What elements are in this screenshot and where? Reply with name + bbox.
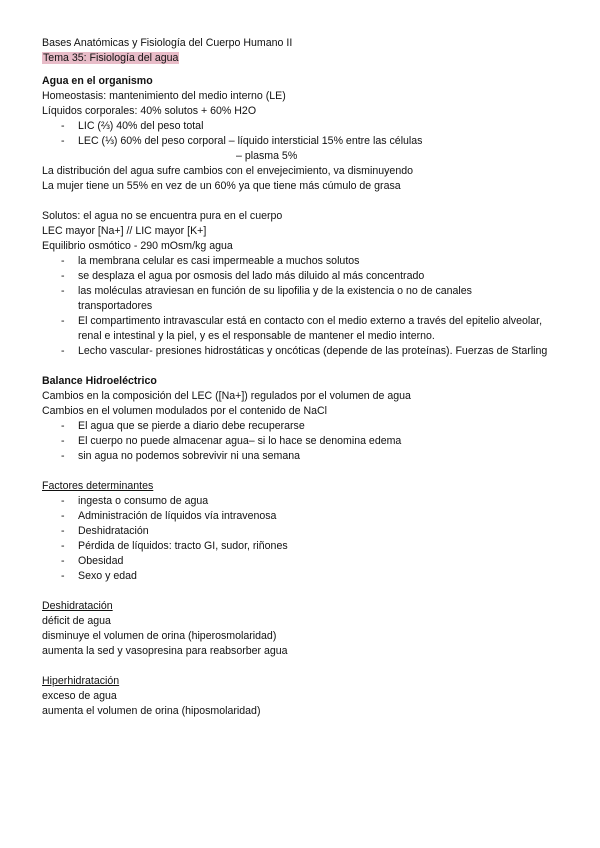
text-line: Líquidos corporales: 40% solutos + 60% H2O	[42, 105, 257, 117]
list-item: - El agua que se pierde a diario debe recuperarse	[61, 420, 305, 432]
list-item: - la membrana celular es casi impermeable a muchos solutos	[61, 255, 360, 267]
list-item: - Pérdida de líquidos: tracto GI, sudor, riñones	[61, 540, 288, 552]
text-line: aumenta la sed y vasopresina para reabsorber agua	[42, 645, 288, 657]
bullet: -	[61, 540, 65, 552]
text-line: LEC mayor [Na+] // LIC mayor [K+]	[42, 225, 207, 237]
bullet: -	[61, 570, 65, 582]
section-title: Deshidratación	[42, 600, 113, 612]
section-title: Factores determinantes	[42, 480, 154, 492]
text-line: disminuye el volumen de orina (hiperosmolaridad)	[42, 630, 277, 642]
list-item: - Sexo y edad	[61, 570, 137, 582]
bullet: -	[61, 255, 65, 267]
text-line: Equilibrio osmótico - 290 mOsm/kg agua	[42, 240, 233, 252]
section-title: Balance Hidroeléctrico	[42, 375, 157, 387]
list-item: - Administración de líquidos vía intravenosa	[61, 510, 277, 522]
list-item: - Obesidad	[61, 555, 124, 567]
section-title: Hiperhidratación	[42, 675, 120, 687]
list-item: - El cuerpo no puede almacenar agua– si lo hace se denomina edema	[61, 435, 402, 447]
bullet: -	[61, 450, 65, 462]
text-line: Cambios en la composición del LEC ([Na+]) regulados por el volumen de agua	[42, 390, 411, 402]
list-item: - sin agua no podemos sobrevivir ni una semana	[61, 450, 301, 462]
text-line: La mujer tiene un 55% en vez de un 60% ya que tiene más cúmulo de grasa	[42, 180, 401, 192]
bullet: -	[61, 270, 65, 282]
list-item: - se desplaza el agua por osmosis del lado más diluido al más concentrado	[61, 270, 425, 282]
document-page	[42, 36, 582, 719]
bullet: -	[61, 525, 65, 537]
list-item: - las moléculas atraviesan en función de su lipofilia y de la existencia o no de canales	[61, 285, 472, 297]
list-item-continuation: transportadores	[78, 300, 153, 312]
text-line: aumenta el volumen de orina (hiposmolaridad)	[42, 705, 261, 717]
list-item: - Deshidratación	[61, 525, 149, 537]
section-title: Agua en el organismo	[42, 75, 153, 87]
bullet: -	[61, 345, 65, 357]
bullet: -	[61, 285, 65, 297]
text-line: exceso de agua	[42, 690, 117, 702]
bullet: -	[61, 420, 65, 432]
course-title: Bases Anatómicas y Fisiología del Cuerpo Humano II	[42, 37, 293, 49]
list-item: - LEC (⅓) 60% del peso corporal – líquido intersticial 15% entre las células	[61, 135, 423, 147]
bullet: -	[61, 495, 65, 507]
text-line: La distribución del agua sufre cambios con el envejecimiento, va disminuyendo	[42, 165, 413, 177]
list-item: - LIC (⅔) 40% del peso total	[61, 120, 204, 132]
list-item-continuation: renal e intestinal y la piel, y es el responsable de mantener el medio interno.	[78, 330, 435, 342]
text-line: déficit de agua	[42, 615, 111, 627]
list-item: - Lecho vascular- presiones hidrostáticas y oncóticas (depende de las proteínas). Fuerzas de Starling	[61, 345, 548, 357]
list-item: - El compartimento intravascular está en contacto con el medio externo a través del epitelio alveolar,	[61, 315, 543, 327]
text-line: Solutos: el agua no se encuentra pura en el cuerpo	[42, 210, 283, 222]
bullet: -	[61, 510, 65, 522]
bullet: -	[61, 120, 65, 132]
text-line: Homeostasis: mantenimiento del medio interno (LE)	[42, 90, 286, 102]
topic-title: Tema 35: Fisiología del agua	[43, 52, 179, 64]
bullet: -	[61, 315, 65, 327]
text-line: Cambios en el volumen modulados por el contenido de NaCl	[42, 405, 328, 417]
bullet: -	[61, 435, 65, 447]
bullet: -	[61, 135, 65, 147]
topic-line	[42, 51, 582, 66]
text-line: – plasma 5%	[236, 150, 298, 162]
list-item: - ingesta o consumo de agua	[61, 495, 209, 507]
bullet: -	[61, 555, 65, 567]
